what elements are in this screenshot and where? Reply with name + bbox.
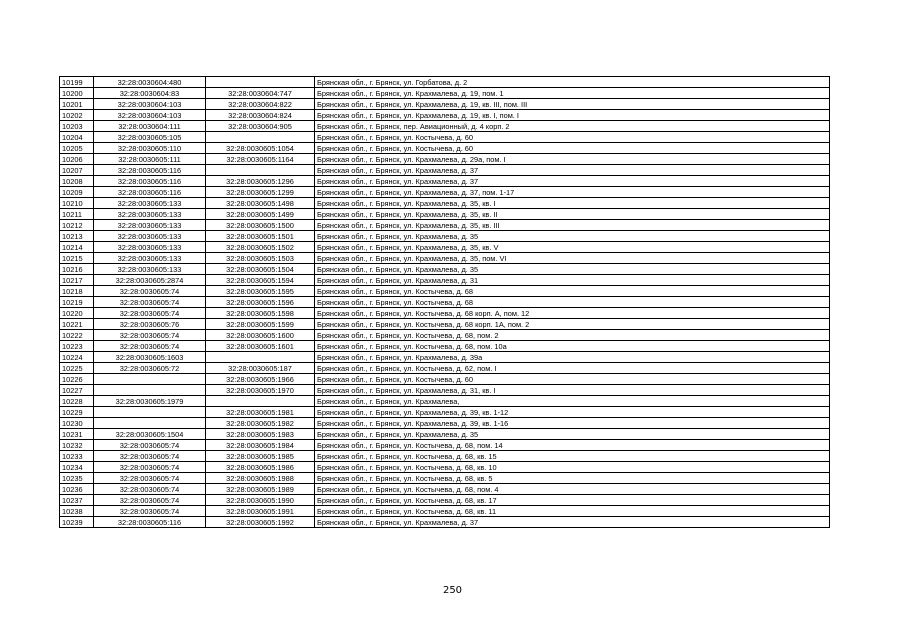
parcel-cadastral-number-cell: 32:28:0030605:74 bbox=[94, 286, 206, 297]
parcel-cadastral-number-cell: 32:28:0030605:133 bbox=[94, 264, 206, 275]
address-cell: Брянская обл., г. Брянск, ул. Крахмалева, д. 35, кв. V bbox=[315, 242, 830, 253]
record-number-cell: 10211 bbox=[60, 209, 94, 220]
table-row bbox=[60, 374, 830, 385]
table-row bbox=[60, 220, 830, 231]
record-number-cell: 10219 bbox=[60, 297, 94, 308]
address-cell: Брянская обл., г. Брянск, ул. Крахмалева, д. 35 bbox=[315, 264, 830, 275]
table-row bbox=[60, 121, 830, 132]
address-cell: Брянская обл., г. Брянск, ул. Крахмалева, д. 35 bbox=[315, 429, 830, 440]
table-row bbox=[60, 308, 830, 319]
address-cell: Брянская обл., г. Брянск, пер. Авиационный, д. 4 корп. 2 bbox=[315, 121, 830, 132]
address-cell: Брянская обл., г. Брянск, ул. Крахмалева, д. 19, пом. 1 bbox=[315, 88, 830, 99]
record-number-cell: 10204 bbox=[60, 132, 94, 143]
address-cell: Брянская обл., г. Брянск, ул. Костычева, д. 68, кв. 5 bbox=[315, 473, 830, 484]
record-number-cell: 10200 bbox=[60, 88, 94, 99]
parcel-cadastral-number-cell: 32:28:0030605:74 bbox=[94, 308, 206, 319]
object-cadastral-number-cell: 32:28:0030605:1299 bbox=[206, 187, 315, 198]
address-cell: Брянская обл., г. Брянск, ул. Костычева, д. 68 корп. 1А, пом. 2 bbox=[315, 319, 830, 330]
parcel-cadastral-number-cell: 32:28:0030605:76 bbox=[94, 319, 206, 330]
object-cadastral-number-cell: 32:28:0030605:1984 bbox=[206, 440, 315, 451]
parcel-cadastral-number-cell: 32:28:0030604:480 bbox=[94, 77, 206, 88]
object-cadastral-number-cell: 32:28:0030605:1966 bbox=[206, 374, 315, 385]
address-cell: Брянская обл., г. Брянск, ул. Костычева, д. 68 bbox=[315, 286, 830, 297]
object-cadastral-number-cell: 32:28:0030605:187 bbox=[206, 363, 315, 374]
address-cell: Брянская обл., г. Брянск, ул. Костычева, д. 68, пом. 14 bbox=[315, 440, 830, 451]
table-row bbox=[60, 418, 830, 429]
table-row bbox=[60, 110, 830, 121]
record-number-cell: 10218 bbox=[60, 286, 94, 297]
parcel-cadastral-number-cell bbox=[94, 407, 206, 418]
parcel-cadastral-number-cell: 32:28:0030605:74 bbox=[94, 440, 206, 451]
table-row bbox=[60, 462, 830, 473]
record-number-cell: 10207 bbox=[60, 165, 94, 176]
address-cell: Брянская обл., г. Брянск, ул. Костычева, д. 60 bbox=[315, 143, 830, 154]
parcel-cadastral-number-cell: 32:28:0030605:133 bbox=[94, 242, 206, 253]
object-cadastral-number-cell: 32:28:0030604:824 bbox=[206, 110, 315, 121]
object-cadastral-number-cell: 32:28:0030605:1504 bbox=[206, 264, 315, 275]
object-cadastral-number-cell bbox=[206, 77, 315, 88]
table-row bbox=[60, 88, 830, 99]
record-number-cell: 10217 bbox=[60, 275, 94, 286]
parcel-cadastral-number-cell: 32:28:0030605:110 bbox=[94, 143, 206, 154]
parcel-cadastral-number-cell: 32:28:0030605:116 bbox=[94, 176, 206, 187]
object-cadastral-number-cell: 32:28:0030605:1981 bbox=[206, 407, 315, 418]
address-cell: Брянская обл., г. Брянск, ул. Крахмалева, д. 39, кв. 1-12 bbox=[315, 407, 830, 418]
record-number-cell: 10232 bbox=[60, 440, 94, 451]
table-row bbox=[60, 242, 830, 253]
record-number-cell: 10227 bbox=[60, 385, 94, 396]
object-cadastral-number-cell: 32:28:0030605:1982 bbox=[206, 418, 315, 429]
property-register-table bbox=[59, 76, 830, 528]
object-cadastral-number-cell: 32:28:0030605:1990 bbox=[206, 495, 315, 506]
object-cadastral-number-cell: 32:28:0030605:1594 bbox=[206, 275, 315, 286]
record-number-cell: 10214 bbox=[60, 242, 94, 253]
object-cadastral-number-cell: 32:28:0030605:1503 bbox=[206, 253, 315, 264]
table-row bbox=[60, 484, 830, 495]
parcel-cadastral-number-cell bbox=[94, 418, 206, 429]
parcel-cadastral-number-cell: 32:28:0030605:74 bbox=[94, 462, 206, 473]
parcel-cadastral-number-cell: 32:28:0030605:74 bbox=[94, 451, 206, 462]
parcel-cadastral-number-cell: 32:28:0030605:74 bbox=[94, 297, 206, 308]
object-cadastral-number-cell: 32:28:0030605:1988 bbox=[206, 473, 315, 484]
record-number-cell: 10228 bbox=[60, 396, 94, 407]
table-row bbox=[60, 330, 830, 341]
parcel-cadastral-number-cell: 32:28:0030604:103 bbox=[94, 110, 206, 121]
record-number-cell: 10209 bbox=[60, 187, 94, 198]
address-cell: Брянская обл., г. Брянск, ул. Костычева, д. 68 bbox=[315, 297, 830, 308]
table-row bbox=[60, 154, 830, 165]
object-cadastral-number-cell: 32:28:0030605:1499 bbox=[206, 209, 315, 220]
table-row bbox=[60, 429, 830, 440]
parcel-cadastral-number-cell: 32:28:0030605:74 bbox=[94, 506, 206, 517]
object-cadastral-number-cell: 32:28:0030605:1599 bbox=[206, 319, 315, 330]
record-number-cell: 10203 bbox=[60, 121, 94, 132]
address-cell: Брянская обл., г. Брянск, ул. Костычева, д. 68, пом. 2 bbox=[315, 330, 830, 341]
record-number-cell: 10210 bbox=[60, 198, 94, 209]
table-row bbox=[60, 506, 830, 517]
table-row bbox=[60, 231, 830, 242]
object-cadastral-number-cell: 32:28:0030604:747 bbox=[206, 88, 315, 99]
record-number-cell: 10208 bbox=[60, 176, 94, 187]
parcel-cadastral-number-cell: 32:28:0030605:72 bbox=[94, 363, 206, 374]
object-cadastral-number-cell: 32:28:0030605:1970 bbox=[206, 385, 315, 396]
address-cell: Брянская обл., г. Брянск, ул. Крахмалева, д. 19, кв. I, пом. I bbox=[315, 110, 830, 121]
table-row bbox=[60, 253, 830, 264]
object-cadastral-number-cell: 32:28:0030605:1595 bbox=[206, 286, 315, 297]
parcel-cadastral-number-cell: 32:28:0030605:133 bbox=[94, 209, 206, 220]
parcel-cadastral-number-cell: 32:28:0030605:133 bbox=[94, 220, 206, 231]
parcel-cadastral-number-cell: 32:28:0030605:74 bbox=[94, 473, 206, 484]
table-row bbox=[60, 132, 830, 143]
address-cell: Брянская обл., г. Брянск, ул. Костычева, д. 62, пом. I bbox=[315, 363, 830, 374]
table-row bbox=[60, 143, 830, 154]
record-number-cell: 10224 bbox=[60, 352, 94, 363]
parcel-cadastral-number-cell: 32:28:0030605:1504 bbox=[94, 429, 206, 440]
address-cell: Брянская обл., г. Брянск, ул. Костычева, д. 68, кв. 15 bbox=[315, 451, 830, 462]
address-cell: Брянская обл., г. Брянск, ул. Крахмалева, д. 35, кв. I bbox=[315, 198, 830, 209]
object-cadastral-number-cell: 32:28:0030605:1054 bbox=[206, 143, 315, 154]
table-row bbox=[60, 473, 830, 484]
parcel-cadastral-number-cell bbox=[94, 374, 206, 385]
record-number-cell: 10220 bbox=[60, 308, 94, 319]
address-cell: Брянская обл., г. Брянск, ул. Крахмалева, д. 19, кв. III, пом. III bbox=[315, 99, 830, 110]
record-number-cell: 10199 bbox=[60, 77, 94, 88]
table-row bbox=[60, 385, 830, 396]
parcel-cadastral-number-cell: 32:28:0030605:74 bbox=[94, 330, 206, 341]
parcel-cadastral-number-cell: 32:28:0030605:1979 bbox=[94, 396, 206, 407]
parcel-cadastral-number-cell: 32:28:0030605:116 bbox=[94, 517, 206, 528]
address-cell: Брянская обл., г. Брянск, ул. Костычева, д. 60 bbox=[315, 132, 830, 143]
object-cadastral-number-cell: 32:28:0030605:1598 bbox=[206, 308, 315, 319]
table-row bbox=[60, 440, 830, 451]
table-row bbox=[60, 198, 830, 209]
address-cell: Брянская обл., г. Брянск, ул. Крахмалева, д. 31 bbox=[315, 275, 830, 286]
register-table-body bbox=[60, 77, 830, 528]
address-cell: Брянская обл., г. Брянск, ул. Костычева, д. 68, кв. 17 bbox=[315, 495, 830, 506]
table-row bbox=[60, 99, 830, 110]
parcel-cadastral-number-cell: 32:28:0030605:116 bbox=[94, 165, 206, 176]
object-cadastral-number-cell: 32:28:0030605:1601 bbox=[206, 341, 315, 352]
table-row bbox=[60, 176, 830, 187]
table-row bbox=[60, 517, 830, 528]
object-cadastral-number-cell: 32:28:0030605:1502 bbox=[206, 242, 315, 253]
object-cadastral-number-cell: 32:28:0030605:1985 bbox=[206, 451, 315, 462]
record-number-cell: 10237 bbox=[60, 495, 94, 506]
address-cell: Брянская обл., г. Брянск, ул. Крахмалева, д. 37 bbox=[315, 517, 830, 528]
table-row bbox=[60, 286, 830, 297]
address-cell: Брянская обл., г. Брянск, ул. Крахмалева, д. 35, кв. III bbox=[315, 220, 830, 231]
record-number-cell: 10234 bbox=[60, 462, 94, 473]
address-cell: Брянская обл., г. Брянск, ул. Крахмалева, д. 35 bbox=[315, 231, 830, 242]
record-number-cell: 10239 bbox=[60, 517, 94, 528]
object-cadastral-number-cell bbox=[206, 396, 315, 407]
table-row bbox=[60, 264, 830, 275]
object-cadastral-number-cell: 32:28:0030605:1600 bbox=[206, 330, 315, 341]
parcel-cadastral-number-cell: 32:28:0030605:74 bbox=[94, 484, 206, 495]
record-number-cell: 10212 bbox=[60, 220, 94, 231]
parcel-cadastral-number-cell: 32:28:0030604:83 bbox=[94, 88, 206, 99]
address-cell: Брянская обл., г. Брянск, ул. Крахмалева, д. 39, кв. 1-16 bbox=[315, 418, 830, 429]
object-cadastral-number-cell: 32:28:0030604:822 bbox=[206, 99, 315, 110]
table-row bbox=[60, 187, 830, 198]
object-cadastral-number-cell: 32:28:0030605:1498 bbox=[206, 198, 315, 209]
object-cadastral-number-cell: 32:28:0030605:1296 bbox=[206, 176, 315, 187]
object-cadastral-number-cell: 32:28:0030605:1992 bbox=[206, 517, 315, 528]
parcel-cadastral-number-cell: 32:28:0030604:103 bbox=[94, 99, 206, 110]
record-number-cell: 10202 bbox=[60, 110, 94, 121]
record-number-cell: 10216 bbox=[60, 264, 94, 275]
table-row bbox=[60, 396, 830, 407]
parcel-cadastral-number-cell bbox=[94, 385, 206, 396]
object-cadastral-number-cell: 32:28:0030605:1500 bbox=[206, 220, 315, 231]
record-number-cell: 10221 bbox=[60, 319, 94, 330]
address-cell: Брянская обл., г. Брянск, ул. Крахмалева, д. 37 bbox=[315, 176, 830, 187]
record-number-cell: 10213 bbox=[60, 231, 94, 242]
table-row bbox=[60, 275, 830, 286]
parcel-cadastral-number-cell: 32:28:0030604:111 bbox=[94, 121, 206, 132]
parcel-cadastral-number-cell: 32:28:0030605:74 bbox=[94, 495, 206, 506]
object-cadastral-number-cell: 32:28:0030605:1989 bbox=[206, 484, 315, 495]
record-number-cell: 10233 bbox=[60, 451, 94, 462]
parcel-cadastral-number-cell: 32:28:0030605:2874 bbox=[94, 275, 206, 286]
table-row bbox=[60, 77, 830, 88]
table-row bbox=[60, 165, 830, 176]
record-number-cell: 10206 bbox=[60, 154, 94, 165]
object-cadastral-number-cell bbox=[206, 165, 315, 176]
record-number-cell: 10225 bbox=[60, 363, 94, 374]
address-cell: Брянская обл., г. Брянск, ул. Крахмалева, д. 35, пом. VI bbox=[315, 253, 830, 264]
record-number-cell: 10229 bbox=[60, 407, 94, 418]
table-row bbox=[60, 209, 830, 220]
address-cell: Брянская обл., г. Брянск, ул. Крахмалева, д. 29а, пом. I bbox=[315, 154, 830, 165]
record-number-cell: 10205 bbox=[60, 143, 94, 154]
record-number-cell: 10226 bbox=[60, 374, 94, 385]
address-cell: Брянская обл., г. Брянск, ул. Костычева, д. 68, пом. 4 bbox=[315, 484, 830, 495]
parcel-cadastral-number-cell: 32:28:0030605:111 bbox=[94, 154, 206, 165]
address-cell: Брянская обл., г. Брянск, ул. Крахмалева, bbox=[315, 396, 830, 407]
object-cadastral-number-cell: 32:28:0030605:1983 bbox=[206, 429, 315, 440]
object-cadastral-number-cell: 32:28:0030605:1596 bbox=[206, 297, 315, 308]
record-number-cell: 10215 bbox=[60, 253, 94, 264]
address-cell: Брянская обл., г. Брянск, ул. Костычева, д. 68, кв. 10 bbox=[315, 462, 830, 473]
parcel-cadastral-number-cell: 32:28:0030605:105 bbox=[94, 132, 206, 143]
record-number-cell: 10222 bbox=[60, 330, 94, 341]
object-cadastral-number-cell: 32:28:0030604:905 bbox=[206, 121, 315, 132]
table-row bbox=[60, 319, 830, 330]
table-row bbox=[60, 495, 830, 506]
parcel-cadastral-number-cell: 32:28:0030605:116 bbox=[94, 187, 206, 198]
record-number-cell: 10236 bbox=[60, 484, 94, 495]
object-cadastral-number-cell: 32:28:0030605:1501 bbox=[206, 231, 315, 242]
record-number-cell: 10238 bbox=[60, 506, 94, 517]
address-cell: Брянская обл., г. Брянск, ул. Крахмалева, д. 31, кв. I bbox=[315, 385, 830, 396]
table-row bbox=[60, 407, 830, 418]
object-cadastral-number-cell: 32:28:0030605:1164 bbox=[206, 154, 315, 165]
parcel-cadastral-number-cell: 32:28:0030605:133 bbox=[94, 231, 206, 242]
address-cell: Брянская обл., г. Брянск, ул. Костычева, д. 60 bbox=[315, 374, 830, 385]
address-cell: Брянская обл., г. Брянск, ул. Костычева, д. 68, кв. 11 bbox=[315, 506, 830, 517]
page-number: 250 bbox=[442, 585, 463, 596]
address-cell: Брянская обл., г. Брянск, ул. Крахмалева, д. 39а bbox=[315, 352, 830, 363]
table-row bbox=[60, 352, 830, 363]
address-cell: Брянская обл., г. Брянск, ул. Крахмалева, д. 37 bbox=[315, 165, 830, 176]
record-number-cell: 10235 bbox=[60, 473, 94, 484]
parcel-cadastral-number-cell: 32:28:0030605:133 bbox=[94, 253, 206, 264]
address-cell: Брянская обл., г. Брянск, ул. Костычева, д. 68, пом. 10а bbox=[315, 341, 830, 352]
address-cell: Брянская обл., г. Брянск, ул. Костычева, д. 68 корп. А, пом. 12 bbox=[315, 308, 830, 319]
object-cadastral-number-cell: 32:28:0030605:1991 bbox=[206, 506, 315, 517]
object-cadastral-number-cell bbox=[206, 132, 315, 143]
address-cell: Брянская обл., г. Брянск, ул. Крахмалева, д. 37, пом. 1-17 bbox=[315, 187, 830, 198]
table-row bbox=[60, 341, 830, 352]
table-row bbox=[60, 363, 830, 374]
table-row bbox=[60, 451, 830, 462]
address-cell: Брянская обл., г. Брянск, ул. Горбатова, д. 2 bbox=[315, 77, 830, 88]
parcel-cadastral-number-cell: 32:28:0030605:74 bbox=[94, 341, 206, 352]
record-number-cell: 10201 bbox=[60, 99, 94, 110]
table-row bbox=[60, 297, 830, 308]
object-cadastral-number-cell: 32:28:0030605:1986 bbox=[206, 462, 315, 473]
record-number-cell: 10230 bbox=[60, 418, 94, 429]
parcel-cadastral-number-cell: 32:28:0030605:133 bbox=[94, 198, 206, 209]
object-cadastral-number-cell bbox=[206, 352, 315, 363]
record-number-cell: 10223 bbox=[60, 341, 94, 352]
record-number-cell: 10231 bbox=[60, 429, 94, 440]
parcel-cadastral-number-cell: 32:28:0030605:1603 bbox=[94, 352, 206, 363]
address-cell: Брянская обл., г. Брянск, ул. Крахмалева, д. 35, кв. II bbox=[315, 209, 830, 220]
